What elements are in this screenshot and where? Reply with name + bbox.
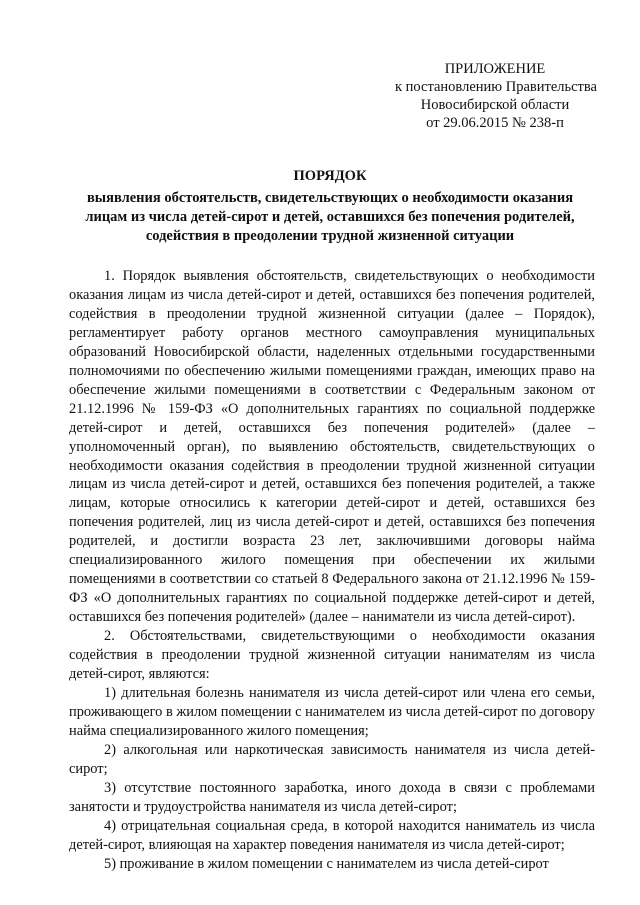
paragraph-1-scope: 1. Порядок выявления обстоятельств, свидетельствующих о необходимости оказания лицам из числа детей-сирот и детей, оставшихся без попечения родителей, содействия в преодолении трудной жизненной ситуации (далее – Порядок), регламентирует работу органов местного самоуправления муниципальных образований Новосибирской области, наделенных отдельными государственными полномочиями по обеспечению жилыми помещениями граждан, имеющих право на обеспечение жилыми помещениями в соответствии с Федеральным законом от 21.12.1996 № 159-ФЗ «О дополнительных гарантиях по социальной поддержке детей-сирот и детей, оставшихся без попечения родителей» (далее – уполномоченный орган), по выявлению обстоятельств, свидетельствующих о необходимости оказания содействия в преодолении трудной жизненной ситуации лицам из числа детей-сирот и детей, оставшихся без попечения родителей, а также лицам, которые относились к категории детей-сирот и детей, оставшихся без попечения родителей, лиц из числа детей-сирот и детей, оставшихся без попечения родителей, и достигли возраста 23 лет, заключившими договоры найма специализированного жилого помещения при обеспечении их жилыми помещениями в соответствии со статьей 8 Федерального закона от 21.12.1996 № 159-ФЗ «О дополнительных гарантиях по социальной поддержке детей-сирот и детей, оставшихся без попечения родителей» (далее – наниматели из числа детей-сирот). [69,268,595,626]
document-subtitle-line: содействия в преодолении трудной жизненной ситуации [145,228,515,244]
document-title: ПОРЯДОК [293,168,367,184]
document-title-block [60,167,600,246]
list-item-illness: 1) длительная болезнь нанимателя из числа детей-сирот или члена его семьи, проживающего в жилом помещении с нанимателем из числа детей-сирот по договору найма специализированного жилого помещения; [69,684,595,739]
list-item-addiction: 2) алкогольная или наркотическая зависимость нанимателя из числа детей-сирот; [69,741,595,777]
appendix-header [395,60,595,132]
list-item-no-income: 3) отсутствие постоянного заработка, иного дохода в связи с проблемами занятости и трудоустройства нанимателя из числа детей-сирот; [69,779,595,815]
document-subtitle-line: выявления обстоятельств, свидетельствующих о необходимости оказания [86,190,574,206]
appendix-title: ПРИЛОЖЕНИЕ [444,61,546,77]
list-item-cohabitation: 5) проживание в жилом помещении с нанимателем из числа детей-сирот [104,855,549,872]
document-body [69,267,595,874]
appendix-resolution-line: к постановлению Правительства [395,79,597,95]
list-item-social-environment: 4) отрицательная социальная среда, в которой находится наниматель из числа детей-сирот, влияющая на характер поведения нанимателя из числа детей-сирот; [69,817,595,853]
document-subtitle-line: лицам из числа детей-сирот и детей, оставшихся без попечения родителей, [85,209,575,225]
appendix-region-line: Новосибирской области [420,97,570,113]
paragraph-2-circumstances: 2. Обстоятельствами, свидетельствующими о необходимости оказания содействия в преодолении трудной жизненной ситуации нанимателям из числа детей-сирот, являются: [69,628,595,683]
appendix-date-number: от 29.06.2015 № 238-п [426,115,564,131]
